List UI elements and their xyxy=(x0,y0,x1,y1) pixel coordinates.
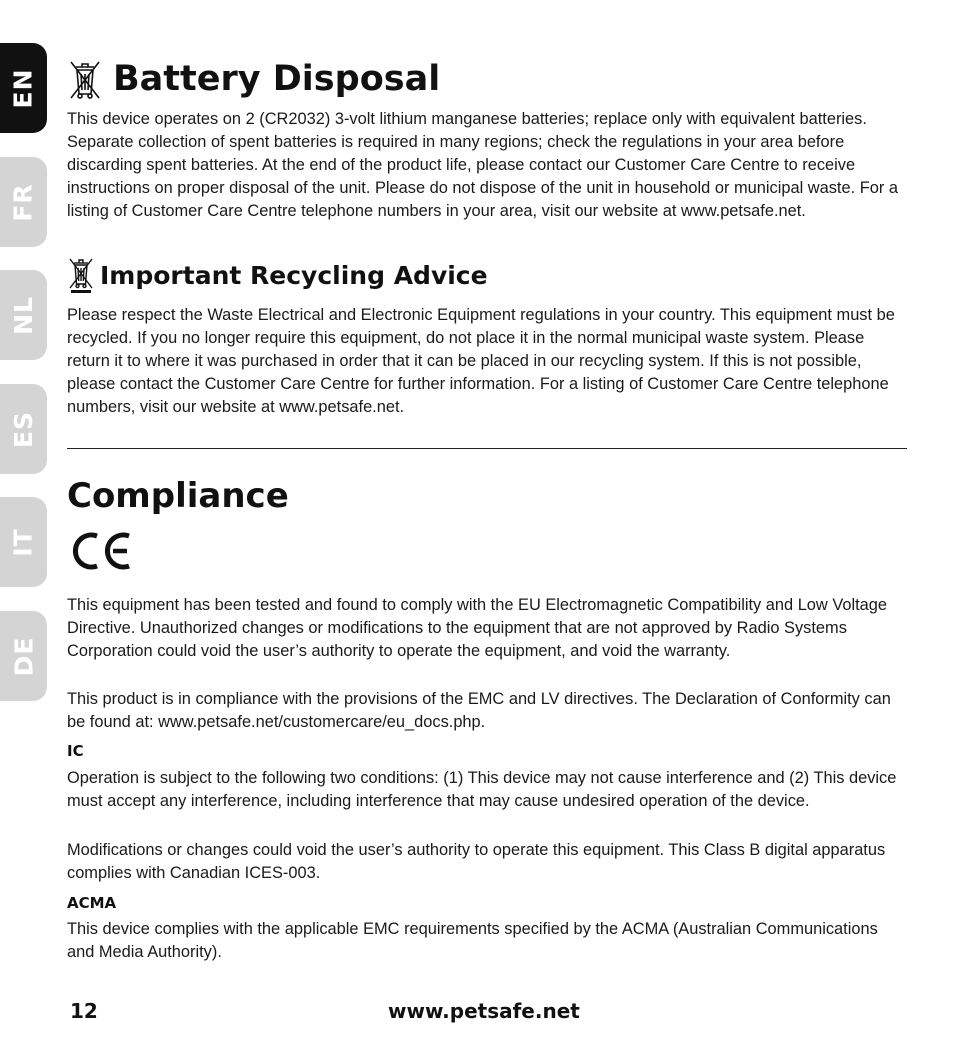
tab-es-label: ES xyxy=(9,410,38,448)
ic-para-1: Operation is subject to the following two conditions: (1) This device may not cause interference and (2) This device must accept any interference, including interference that may cause undesired operation of the device. xyxy=(67,769,897,810)
acma-heading: ACMA xyxy=(67,894,117,912)
crossed-out-wheelie-bin-icon xyxy=(67,58,103,100)
recycling-heading xyxy=(67,258,488,294)
ce-mark-icon xyxy=(67,530,133,572)
tab-fr-label: FR xyxy=(8,182,38,222)
tab-de-label: DE xyxy=(9,636,38,676)
tab-es[interactable] xyxy=(0,384,47,474)
footer-website: www.petsafe.net xyxy=(388,999,580,1023)
recycling-body: Please respect the Waste Electrical and Electronic Equipment regulations in your country. This equipment must be recycled. If you no longer require this equipment, do not place it in the normal municipal waste system. Please return it to where it was purchased in order that it can be placed in our recycling system. If this is not possible, please contact the Customer Care Centre for further information. For a listing of Customer Care Centre telephone numbers, visit our website at www.petsafe.net. xyxy=(67,306,895,416)
tab-nl-label: NL xyxy=(8,295,38,335)
language-tabs xyxy=(0,0,48,1045)
page-number: 12 xyxy=(70,999,98,1023)
tab-fr[interactable] xyxy=(0,157,47,247)
battery-disposal-title: Battery Disposal xyxy=(113,59,441,99)
battery-disposal-body: This device operates on 2 (CR2032) 3-volt lithium manganese batteries; replace only with equivalent batteries. Separate collection of spent batteries is required in many regions; check the regulations in your area before discarding spent batteries. At the end of the product life, please contact our Customer Care Centre to receive instructions on proper disposal of the unit. Please do not dispose of the unit in household or municipal waste. For a listing of Customer Care Centre telephone numbers in your area, visit our website at www.petsafe.net. xyxy=(67,110,898,220)
ic-heading: IC xyxy=(67,742,84,760)
tab-it-label: IT xyxy=(8,527,38,557)
battery-disposal-heading xyxy=(67,56,440,102)
tab-it[interactable] xyxy=(0,497,47,587)
tab-en[interactable] xyxy=(0,43,47,133)
recycling-title: Important Recycling Advice xyxy=(100,261,488,290)
crossed-out-wheelie-bin-icon xyxy=(67,257,95,295)
ic-para-2: Modifications or changes could void the user’s authority to operate this equipment. This Class B digital apparatus complies with Canadian ICES-003. xyxy=(67,841,886,882)
compliance-para-2: This product is in compliance with the provisions of the EMC and LV directives. The Declaration of Conformity can be found at: www.petsafe.net/customercare/eu_docs.php. xyxy=(67,690,891,731)
section-divider xyxy=(67,448,907,449)
tab-de[interactable] xyxy=(0,611,47,701)
compliance-para-1: This equipment has been tested and found to comply with the EU Electromagnetic Compatibility and Low Voltage Directive. Unauthorized changes or modifications to the equipment that are not approved by Radio Systems Corporation could void the user’s authority to operate the equipment, and void the warranty. xyxy=(67,596,888,660)
acma-para: This device complies with the applicable EMC requirements specified by the ACMA (Australian Communications and Media Authority). xyxy=(67,920,878,961)
compliance-title: Compliance xyxy=(67,476,289,516)
tab-nl[interactable] xyxy=(0,270,47,360)
tab-en-label: EN xyxy=(8,67,38,109)
